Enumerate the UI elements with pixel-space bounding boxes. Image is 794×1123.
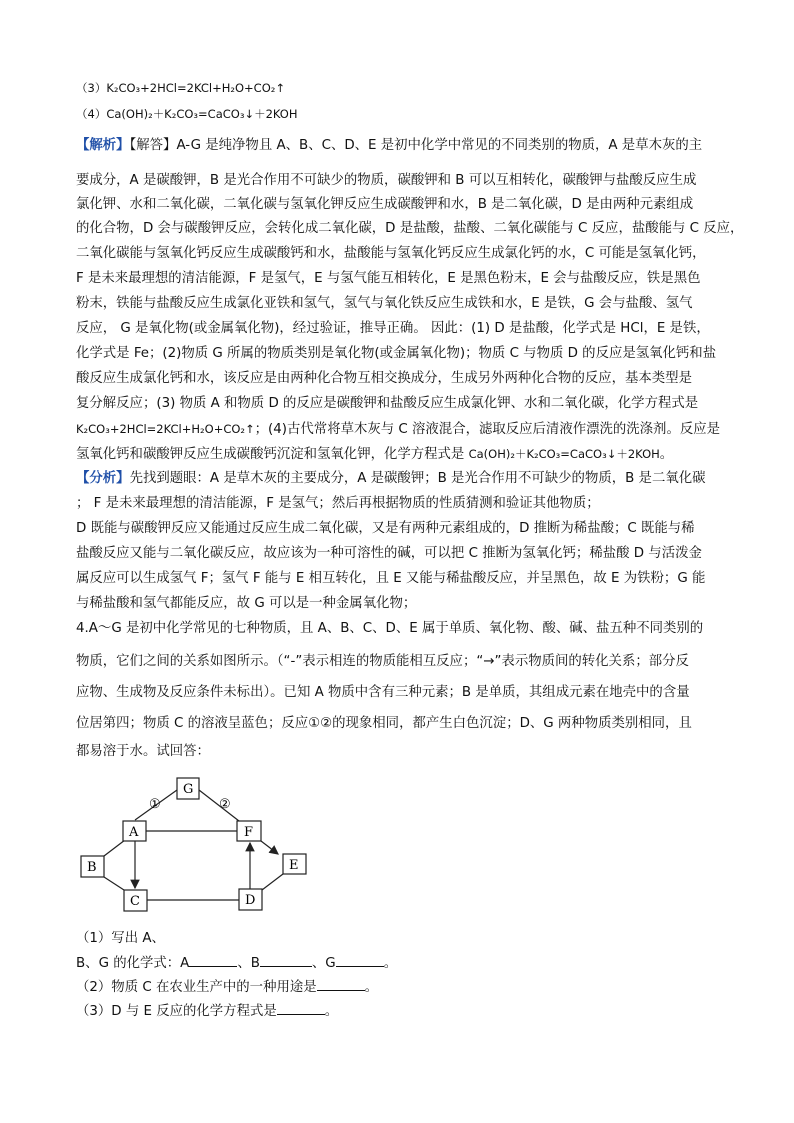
- fenxi-line-6: 与稀盐酸和氢气都能反应，故 G 可以是一种金属氧化物；: [76, 596, 417, 611]
- subq-2: [76, 978, 378, 997]
- analysis-line-11: 复分解反应；(3) 物质 A 和物质 D 的反应是碳酸钾和盐酸反应生成氯化钾、水和二氧化碳，化学方程式是: [76, 396, 699, 411]
- answer-4-equation: Ca(OH)₂＋K₂CO₃=CaCO₃↓＋2KOH: [106, 107, 298, 121]
- answer-4-number: （4）: [76, 107, 107, 121]
- answer-blank-d-e-equation[interactable]: [277, 1002, 325, 1015]
- answer-blank-b[interactable]: [260, 954, 312, 967]
- analysis-tag: 【解析】: [76, 138, 130, 153]
- relation-diagram: [76, 770, 316, 915]
- subq-text: 、B: [237, 956, 260, 971]
- question-line-1: 4.A～G 是初中化学常见的七种物质，且 A、B、C、D、E 属于单质、氧化物、酸、碱、盐五种不同类别的: [76, 621, 704, 636]
- subq-text: 。: [324, 1004, 339, 1019]
- analysis-line-9: 化学式是 Fe；(2)物质 G 所属的物质类别是氧化物(或金属氧化物)；物质 C 与物质 D 的反应是氢氧化钙和盐: [76, 346, 717, 361]
- node-d: [239, 889, 262, 910]
- node-e-label: E: [289, 858, 299, 873]
- analysis-line-6: F 是未来最理想的清洁能源，F 是氢气，E 与氢气能互相转化，E 是黑色粉末，E 会与盐酸反应，铁是黑色: [76, 271, 701, 286]
- fenxi-tag: 【分析】: [76, 471, 130, 486]
- node-c-label: C: [130, 894, 140, 909]
- fenxi-line-4: 盐酸反应又能与二氧化碳反应，故应该为一种可溶性的碱，可以把 C 推断为氢氧化钙；稀盐酸 D 与活泼金: [76, 546, 702, 561]
- subq-3: [76, 1002, 338, 1021]
- edge-a-b: [104, 840, 125, 856]
- fenxi-text: 先找到题眼：A 是草木灰的主要成分，A 是碳酸钾；B 是光合作用不可缺少的物质，B 是二氧化碳: [129, 471, 706, 486]
- edge-b-c: [104, 877, 124, 890]
- analysis-text: ；(4)古代常将草木灰与 C 溶液混合，滤取反应后清液作漂洗的洗涤剂。反应是: [254, 422, 721, 437]
- node-a: [123, 821, 146, 841]
- answer-3-equation: K₂CO₃+2HCl=2KCl+H₂O+CO₂↑: [106, 81, 285, 95]
- node-b: [81, 856, 104, 877]
- subq-text: 。: [364, 980, 379, 995]
- node-g-label: G: [183, 782, 194, 797]
- node-g: [177, 778, 199, 799]
- node-f: [237, 821, 261, 841]
- reaction-1-label: ①: [149, 797, 161, 812]
- subq-text: B、G 的化学式：A: [76, 956, 190, 971]
- fenxi-line-3: D 既能与碳酸钾反应又能通过反应生成二氧化碳，又是有两种元素组成的，D 推断为稀盐酸；C 既能与稀: [76, 521, 695, 536]
- subq-text: 。: [383, 956, 398, 971]
- arrow-f-to-e: [261, 841, 278, 854]
- analysis-line-3: 氯化钾、水和二氧化碳，二氧化碳与氢氧化钾反应生成碳酸钾和水，B 是二氧化碳，D 是由两种元素组成: [76, 197, 694, 212]
- answer-3-number: （3）: [76, 81, 107, 95]
- analysis-line-12: [76, 420, 720, 439]
- subq-1-line-1: （1）写出 A、: [76, 931, 165, 946]
- subq-text: （3）D 与 E 反应的化学方程式是: [76, 1004, 277, 1019]
- answer-3: [76, 79, 285, 97]
- subq-1-line-2: [76, 954, 397, 973]
- analysis-line-1: [76, 137, 702, 155]
- node-f-label: F: [244, 825, 254, 840]
- question-line-3: 应物、生成物及反应条件未标出）。已知 A 物质中含有三种元素；B 是单质，其组成元素在地壳中的含量: [76, 685, 690, 700]
- analysis-text: 。: [659, 447, 674, 462]
- question-line-5: 都易溶于水。试回答：: [76, 744, 210, 759]
- analysis-line-7: 粉末，铁能与盐酸反应生成氯化亚铁和氢气，氢气与氧化铁反应生成铁和水，E 是铁，G 会与盐酸、氢气: [76, 296, 693, 311]
- analysis-text: A-G 是纯净物且 A、B、C、D、E 是初中化学中常见的不同类别的物质，A 是草木灰的主: [176, 138, 703, 153]
- node-d-label: D: [245, 893, 256, 908]
- answer-tag: 【解答】: [129, 138, 177, 153]
- question-line-2: 物质，它们之间的关系如图所示。（“-”表示相连的物质能相互反应；“→”表示物质间的转化关系；部分反: [76, 654, 689, 669]
- answer-blank-a[interactable]: [189, 954, 237, 967]
- fenxi-line-5: 属反应可以生成氢气 F；氢气 F 能与 E 相互转化，且 E 又能与稀盐酸反应，并呈黑色，故 E 为铁粉；G 能: [76, 571, 706, 586]
- equation-inline: Ca(OH)₂＋K₂CO₃=CaCO₃↓＋2KOH: [468, 447, 660, 461]
- edge-e-d: [262, 874, 283, 890]
- node-b-label: B: [87, 860, 97, 875]
- analysis-line-8: 反应， G 是氧化物(或金属氧化物)，经过验证，推导正确。 因此：(1) D 是盐酸，化学式是 HCl，E 是铁，: [76, 321, 710, 336]
- node-a-label: A: [129, 825, 139, 840]
- node-c: [124, 890, 147, 911]
- analysis-line-2: 要成分，A 是碳酸钾，B 是光合作用不可缺少的物质，碳酸钾和 B 可以互相转化，碳酸钾与盐酸反应生成: [76, 173, 697, 188]
- analysis-text: 氢氧化钙和碳酸钾反应生成碳酸钙沉淀和氢氧化钾，化学方程式是: [76, 447, 469, 462]
- reaction-2-label: ②: [219, 797, 231, 812]
- analysis-line-10: 酸反应生成氯化钙和水，该反应是由两种化合物互相交换成分，生成另外两种化合物的反应，基本类型是: [76, 371, 692, 386]
- node-e: [283, 854, 306, 874]
- analysis-line-5: 二氧化碳能与氢氧化钙反应生成碳酸钙和水，盐酸能与氢氧化钙反应生成氯化钙的水，C 可能是氢氧化钙，: [76, 246, 706, 261]
- fenxi-line-1: [76, 470, 706, 488]
- answer-4: [76, 105, 298, 123]
- equation-inline: K₂CO₃+2HCl=2KCl+H₂O+CO₂↑: [76, 422, 255, 436]
- subq-text: 、G: [311, 956, 336, 971]
- question-line-4: 位居第四；物质 C 的溶液呈蓝色；反应①②的现象相同，都产生白色沉淀；D、G 两种物质类别相同，且: [76, 716, 692, 731]
- answer-blank-g[interactable]: [336, 954, 384, 967]
- analysis-line-4: 的化合物，D 会与碳酸钾反应，会转化成二氧化碳，D 是盐酸，盐酸、二氧化碳能与 C 反应，盐酸能与 C 反应，: [76, 221, 744, 236]
- answer-blank-c-use[interactable]: [317, 978, 365, 991]
- analysis-line-13: [76, 445, 673, 464]
- fenxi-line-2: ； F 是未来最理想的清洁能源，F 是氢气；然后再根据物质的性质猜测和验证其他物质；: [76, 496, 600, 511]
- subq-text: （2）物质 C 在农业生产中的一种用途是: [76, 980, 317, 995]
